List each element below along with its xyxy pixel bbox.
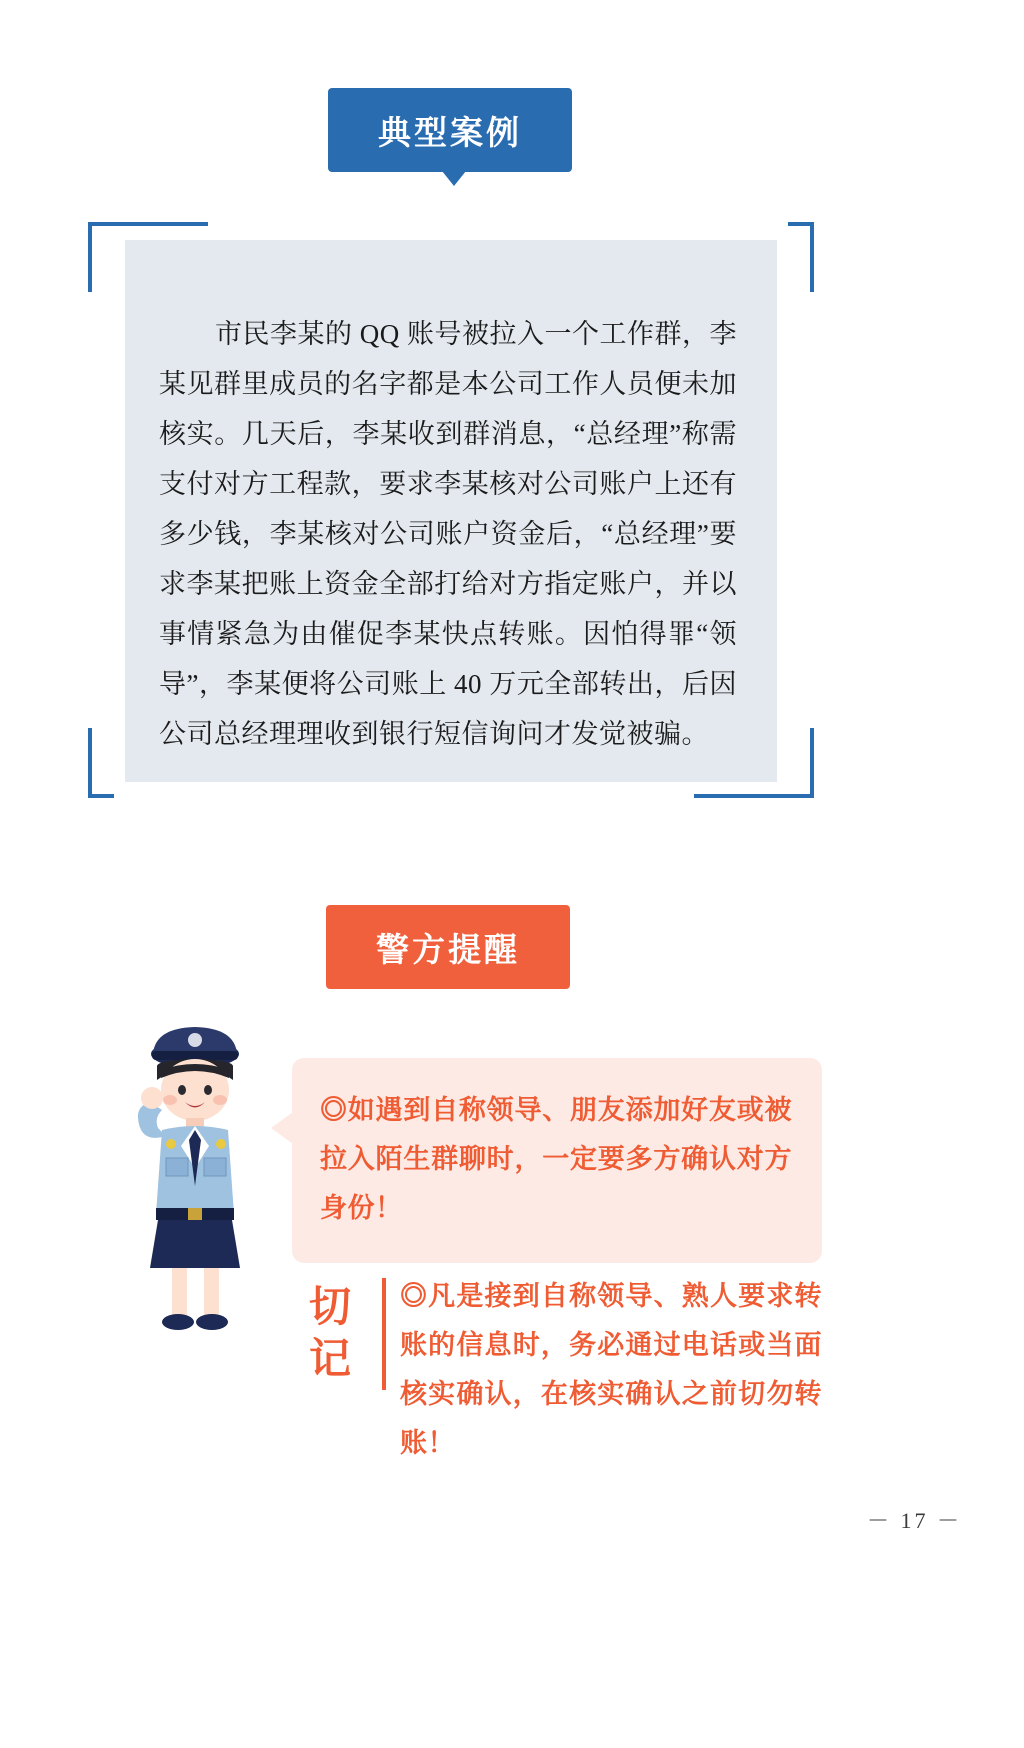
page-number: － 17 －: [866, 1508, 962, 1533]
warning-speech-bubble: [292, 1058, 822, 1263]
remember-block: [288, 1272, 822, 1468]
case-badge-label: 典型案例: [328, 88, 572, 172]
police-officer-illustration: [100, 1018, 290, 1338]
case-badge-container: [328, 88, 572, 172]
speech-bubble-pointer: [271, 1112, 293, 1144]
warning-bubble-text: ◎如遇到自称领导、朋友添加好友或被拉入陌生群聊时，一定要多方确认对方身份！: [320, 1095, 792, 1223]
frame-corner-bottom-left: [88, 728, 114, 798]
warning-badge-container: [326, 905, 570, 989]
frame-corner-top-right: [788, 222, 814, 292]
case-frame: [88, 222, 814, 798]
case-body-text: 市民李某的 QQ 账号被拉入一个工作群，李某见群里成员的名字都是本公司工作人员便未加核实。几天后，李某收到群消息，“总经理”称需支付对方工程款，要求李某核对公司账户上还有多少钱，李某核对公司账户资金后，“总经理”要求李某把账上资金全部打给对方指定账户，并以事情紧急为由催促李某快点转账。因怕得罪“领导”，李某便将公司账上 40 万元全部转出，后因公司总经理理收到银行短信询问才发觉被骗。: [159, 319, 737, 749]
case-badge-pointer: [438, 166, 470, 186]
case-body-panel: [125, 240, 777, 782]
remember-text: ◎凡是接到自称领导、熟人要求转账的信息时，务必通过电话或当面核实确认，在核实确认之前切勿转账！: [400, 1281, 822, 1458]
remember-divider: [382, 1278, 386, 1390]
warning-badge-label: 警方提醒: [326, 905, 570, 989]
remember-label: 切记: [308, 1285, 353, 1383]
